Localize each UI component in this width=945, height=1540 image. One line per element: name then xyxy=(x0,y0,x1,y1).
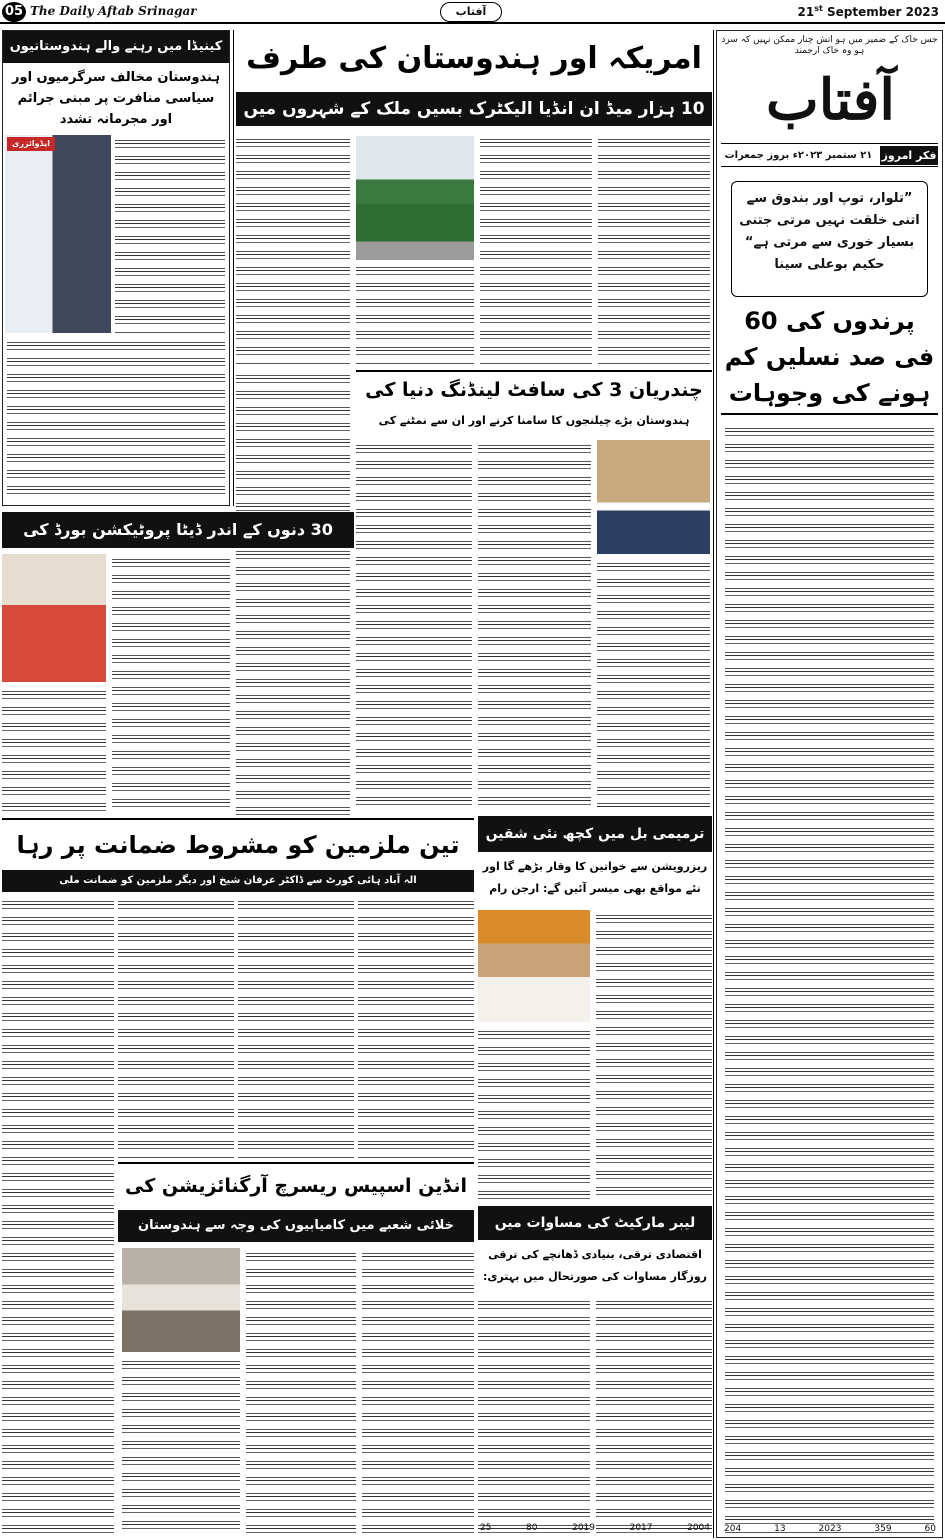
main-article-col-2 xyxy=(480,134,592,364)
chandrayaan-left-col xyxy=(236,370,350,816)
editorial-body xyxy=(725,423,934,1533)
editorial-date-line: ۲۱ ستمبر ۲۰۲۳ء بروز جمعرات xyxy=(724,150,873,161)
chandrayaan-subhead: ہندوستان بڑے چیلنجوں کا سامنا کرنے اور ان سے نمٹنے کی xyxy=(378,414,690,427)
arjun-ram-meghwal-photo xyxy=(478,910,590,1022)
bus-photo xyxy=(356,136,474,260)
rajeev-chandrasekhar-photo xyxy=(2,554,106,682)
stat-2: 2017 xyxy=(629,1523,653,1533)
court-col-3 xyxy=(118,896,234,1158)
reservation-headline: ترمیمی بل میں کچھ نئی شقیں xyxy=(478,816,712,852)
isro-col-3 xyxy=(122,1356,240,1536)
main-subhead: 10 ہزار میڈ ان انڈیا الیکٹرک بسیں ملک کے شہروں میں xyxy=(236,92,712,126)
editorial-title: پرندوں کی 60 فی صد نسلیں کم ہونے کی وجوہات xyxy=(721,303,938,415)
canada-photo-caption: ایڈوائزری xyxy=(7,137,55,151)
canada-article xyxy=(2,30,230,506)
main-headline: امریکہ اور ہندوستان کی طرف xyxy=(246,41,702,76)
page-number: 05 xyxy=(2,2,26,22)
canada-col-2 xyxy=(7,337,225,501)
digital-col-2 xyxy=(112,554,230,814)
labour-col-2 xyxy=(478,1296,590,1536)
editorial-tagline: جس خاک کے ضمیر میں ہو آتش چنار ممکن نہیں کہ سرد ہو وہ خاک ارجمند xyxy=(721,35,938,56)
piyush-goyal-photo xyxy=(597,440,710,554)
column-rule xyxy=(233,30,234,506)
editorial-numbers xyxy=(724,1522,936,1536)
reservation-subhead: ریزرویشن سے خواتین کا وقار بڑھے گا اور نئے مواقع بھی میسر آئیں گے: ارجن رام xyxy=(482,860,708,895)
editorial-masthead: آفتاب xyxy=(765,67,895,133)
masthead-small: آفتاب xyxy=(440,2,502,22)
editorial-number-3: 2023 xyxy=(818,1524,842,1534)
isro-col-2 xyxy=(362,1248,474,1536)
court-subline: الہ آباد ہائی کورٹ سے ڈاکٹر عرفان شیخ اور دیگر ملزمین کو ضمانت ملی xyxy=(2,870,474,892)
isro-subhead: خلائی شعبے میں کامیابیوں کی وجہ سے ہندوستان xyxy=(118,1210,474,1242)
header-date: 21st September 2023 xyxy=(797,4,939,19)
editorial-number-2: 359 xyxy=(874,1524,892,1534)
editorial-number-1: 60 xyxy=(924,1524,936,1534)
court-headline: تین ملزمین کو مشروط ضمانت پر رہا xyxy=(2,818,474,868)
main-article-col-3 xyxy=(356,262,474,364)
chandrayaan-col-3 xyxy=(356,440,472,808)
editorial-number-5: 204 xyxy=(724,1524,742,1534)
canada-subhead: ہندوستان مخالف سرگرمیوں اور سیاسی منافرت پر مبنی جرائم اور مجرمانہ تشدد xyxy=(12,70,220,127)
stat-1: 2004 xyxy=(687,1523,710,1533)
chandrayaan-col-2 xyxy=(478,440,591,808)
labour-col-1 xyxy=(596,1296,712,1536)
canada-col-1 xyxy=(115,135,225,333)
editorial-section-label: فکر امروز xyxy=(880,146,938,165)
court-col-1 xyxy=(358,896,474,1158)
reservation-col-2 xyxy=(478,1026,590,1202)
court-col-2 xyxy=(238,896,354,1158)
dhankhar-photo xyxy=(122,1248,240,1352)
stat-4: 80 xyxy=(526,1523,538,1533)
reservation-col-1 xyxy=(596,910,712,1202)
main-article-col-1 xyxy=(598,134,710,364)
digital-col-1 xyxy=(2,686,106,814)
canada-headline: کینیڈا میں رہنے والے ہندوستانیوں xyxy=(3,31,229,63)
chandrayaan-headline: چندریان 3 کی سافٹ لینڈنگ دنیا کی xyxy=(356,370,712,406)
isro-col-1 xyxy=(246,1248,356,1536)
stat-3: 2019 xyxy=(572,1523,595,1533)
labour-subhead: اقتصادی ترقی، بنیادی ڈھانچے کی ترقی روزگار مساوات کی صورتحال میں بہتری: xyxy=(482,1248,707,1283)
column-rule xyxy=(713,30,714,1538)
editorial-column xyxy=(716,30,943,1538)
chandrayaan-col-1 xyxy=(597,558,710,808)
editorial-quote: ”تلوار، توپ اور بندوق سے اتنی خلقت نہیں مرتی جتنی بسیار خوری سے مرتی ہے“ حکیم بوعلی سینا xyxy=(731,181,928,297)
isro-headline: انڈین اسپیس ریسرچ آرگنائزیشن کی xyxy=(118,1162,474,1206)
paper-name: The Daily Aftab Srinagar xyxy=(30,4,197,18)
editorial-number-4: 13 xyxy=(774,1524,786,1534)
editorial-dateline-bar xyxy=(721,143,938,167)
court-col-4 xyxy=(2,896,114,1536)
digital-headline: 30 دنوں کے اندر ڈیٹا پروٹیکشن بورڈ کی xyxy=(2,512,354,548)
labour-headline: لیبر مارکیٹ کی مساوات میں xyxy=(478,1206,712,1240)
labour-stats xyxy=(480,1520,710,1536)
stat-5: 25 xyxy=(480,1523,492,1533)
canada-photo xyxy=(5,135,111,333)
main-article-col-4 xyxy=(236,134,350,364)
